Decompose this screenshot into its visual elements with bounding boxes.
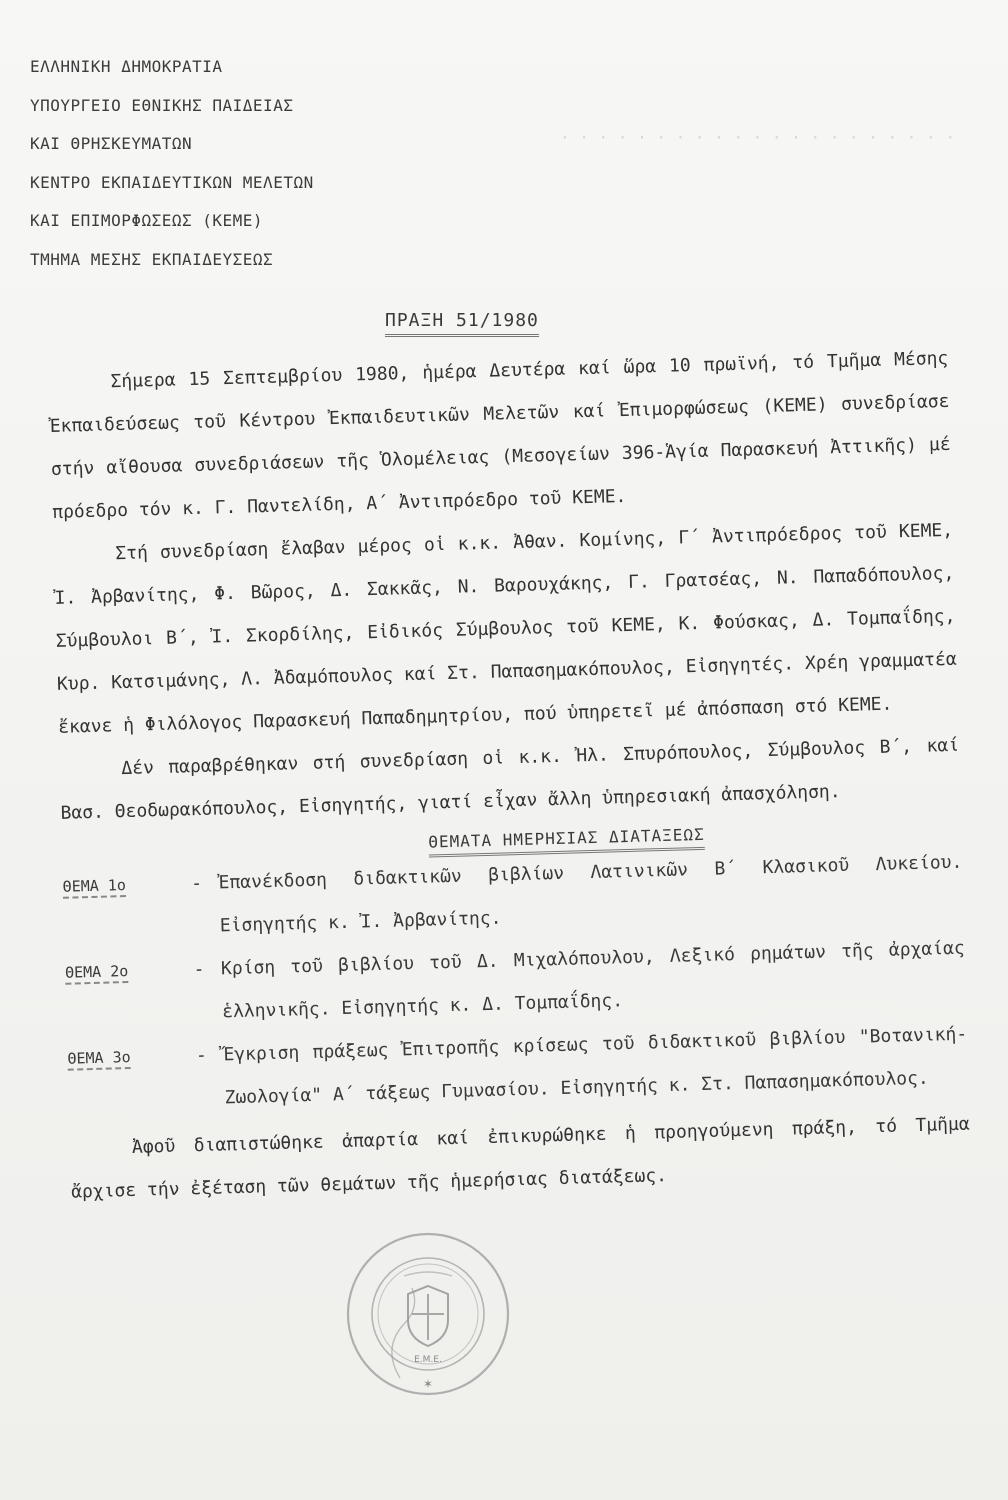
letterhead-line: ΤΜΗΜΑ ΜΕΣΗΣ ΕΚΠΑΙΔΕΥΣΕΩΣ bbox=[30, 249, 274, 269]
seal-icon bbox=[342, 1228, 514, 1400]
body-text bbox=[48, 337, 971, 1214]
agenda-item-label-text: ΘΕΜΑ 3ο bbox=[67, 1048, 131, 1071]
agenda-item-label-text: ΘΕΜΑ 2ο bbox=[65, 962, 129, 985]
agenda-item-text: Κρίση τοῦ βιβλίου τοῦ Δ. Μιχαλόπουλου, Λεξικό ρημάτων τῆς ἀρχαίας ἑλληνικῆς. Εἰσηγητής κ. Δ. Τομπαΐδης. bbox=[220, 937, 966, 1023]
letterhead bbox=[30, 48, 314, 279]
seal-bottom-text: Ε.Μ.Ε. bbox=[414, 1355, 442, 1365]
agenda-item-text: Ἐπανέκδοση διδακτικῶν βιβλίων Λατινικῶν Β΄ Κλασικοῦ Λυκείου. Εἰσηγητής κ. Ἰ. Ἀρβανίτης. bbox=[218, 851, 963, 937]
letterhead-line: ΕΛΛΗΝΙΚΗ ΔΗΜΟΚΡΑΤΙΑ bbox=[30, 57, 223, 76]
agenda-item-dash: - bbox=[195, 1044, 208, 1067]
agenda-item-label bbox=[67, 1035, 180, 1081]
letterhead-line: ΚΕΝΤΡΟ ΕΚΠΑΙΔΕΥΤΙΚΩΝ ΜΕΛΕΤΩΝ bbox=[30, 172, 314, 192]
letterhead-line: ΚΑΙ ΘΡΗΣΚΕΥΜΑΤΩΝ bbox=[30, 134, 193, 153]
agenda-item-dash: - bbox=[193, 958, 205, 981]
paragraph-closing: Ἀφοῦ διαπιστώθηκε ἀπαρτία καί ἐπικυρώθηκε ἡ προηγούμενη πράξη, τό Τμῆμα ἄρχισε τήν ἐξέταση τῶν θεμάτων τῆς ἡμερήσιας διατάξεως. bbox=[70, 1113, 970, 1203]
paragraph-attendees: Στή συνεδρίαση ἔλαβαν μέρος οἱ κ.κ. Ἀθαν. Κομίνης, Γ΄ Ἀντιπρόεδρος τοῦ ΚΕΜΕ, Ἰ. Ἀρβανίτης, Φ. Βῶρος, Δ. Σακκᾶς, Ν. Βαρουχάκης, Γ. Γρατσέας, Ν. Παπαδόπουλος, Σύμβουλοι Β΄, Ἰ. Σκορδίλης, Εἰδικός Σύμβουλος τοῦ ΚΕΜΕ, Κ. Φούσκας, Δ. Τομπαΐδης, Κυρ. Κατσιμάνης, Λ. Ἀδαμόπουλος καί Στ. Παπασημακόπουλος, Εἰσηγητές. Χρέη γραμματέα ἔκανε ἡ Φιλόλογος Παρασκευή Παπαδημητρίου, πού ὑπηρετεῖ μέ ἀπόσπαση στό ΚΕΜΕ. bbox=[54, 519, 957, 738]
agenda-item-label bbox=[62, 863, 175, 909]
show-through-text: · · · · · · · · · · · · · · · · · · · · · bbox=[560, 128, 955, 147]
letterhead-line: ΥΠΟΥΡΓΕΙΟ ΕΘΝΙΚΗΣ ΠΑΙΔΕΙΑΣ bbox=[30, 95, 294, 115]
official-seal bbox=[342, 1228, 514, 1400]
agenda-item-dash: - bbox=[190, 872, 203, 895]
letterhead-line: ΚΑΙ ΕΠΙΜΟΡΦΩΣΕΩΣ (ΚΕΜΕ) bbox=[30, 211, 264, 230]
agenda-item-label bbox=[64, 949, 177, 995]
document-title bbox=[385, 310, 539, 337]
agenda-heading-text: ΘΕΜΑΤΑ ΗΜΕΡΗΣΙΑΣ ΔΙΑΤΑΞΕΩΣ bbox=[428, 825, 705, 858]
agenda-item-label-text: ΘΕΜΑ 1ο bbox=[62, 876, 126, 899]
agenda-item-text: Ἔγκριση πράξεως Ἐπιτροπῆς κρίσεως τοῦ διδακτικοῦ βιβλίου "Βοτανική-Ζωολογία" Α΄ τάξεως Γυμνασίου. Εἰσηγητής κ. Στ. Παπασημακόπουλος. bbox=[223, 1023, 968, 1109]
paragraph-opening: Σήμερα 15 Σεπτεμβρίου 1980, ἡμέρα Δευτέρα καί ὥρα 10 πρωϊνή, τό Τμῆμα Μέσης Ἐκπαιδεύσεως τοῦ Κέντρου Ἐκπαιδευτικῶν Μελετῶν καί Ἐπιμορφώσεως (ΚΕΜΕ) συνεδρίασε στήν αἴθουσα συνεδριάσεων τῆς Ὁλομέλειας (Μεσογείων 396-Ἁγία Παρασκευή Ἀττικῆς) μέ πρόεδρο τόν κ. Γ. Παντελίδη, Α΄ Ἀντιπρόεδρο τοῦ ΚΕΜΕ. bbox=[49, 347, 951, 523]
title-text: ΠΡΑΞΗ 51/1980 bbox=[385, 310, 539, 337]
paragraph-absentees: Δέν παραβρέθηκαν στή συνεδρίαση οἱ κ.κ. Ἠλ. Σπυρόπουλος, Σύμβουλος Β΄, καί Βασ. Θεοδωρακόπουλος, Εἰσηγητής, γιατί εἶχαν ἄλλη ὑπηρεσιακή ἀπασχόληση. bbox=[60, 734, 960, 824]
svg-text:✶: ✶ bbox=[422, 1377, 434, 1391]
